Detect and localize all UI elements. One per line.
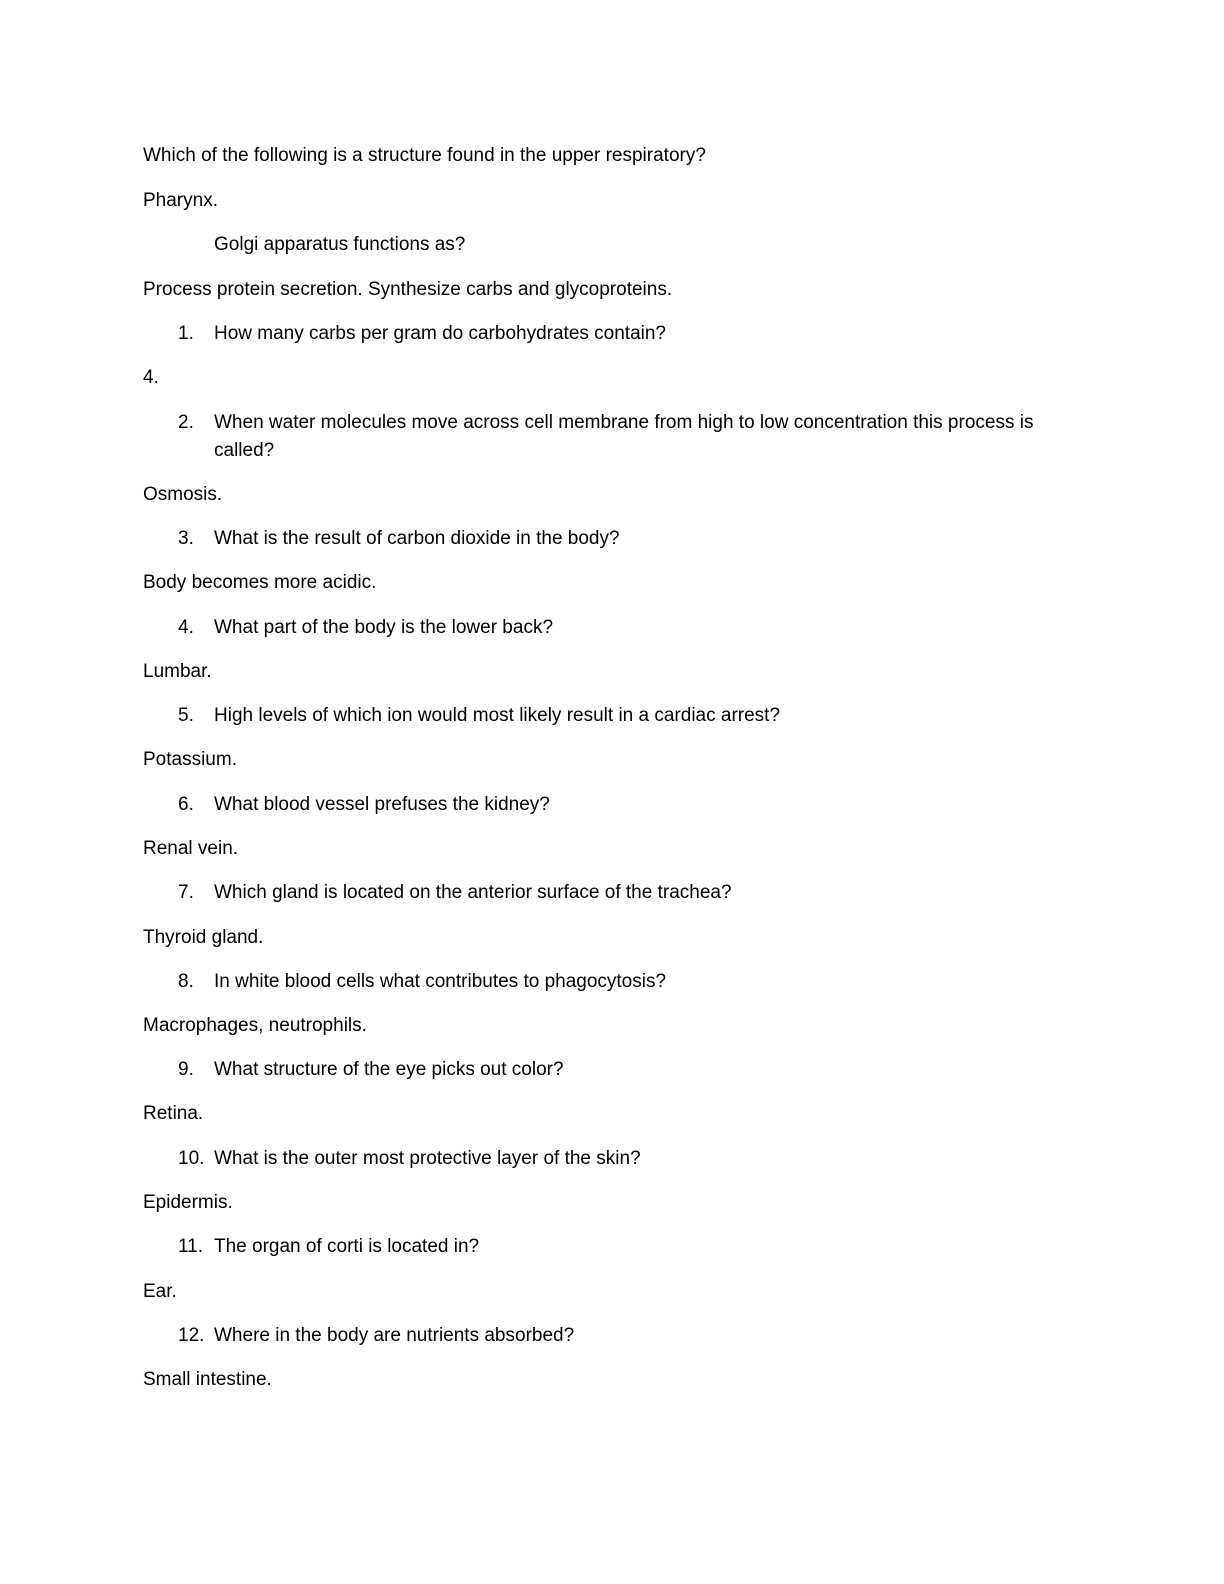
item-question: How many carbs per gram do carbohydrates contain?	[214, 323, 667, 344]
item-answer: Renal vein.	[143, 838, 239, 859]
item-question: Which gland is located on the anterior surface of the trachea?	[214, 882, 732, 903]
item-answer: Thyroid gland.	[143, 927, 264, 948]
item-answer: Macrophages, neutrophils.	[143, 1015, 367, 1036]
item-answer: Retina.	[143, 1103, 204, 1124]
intro-answer: Pharynx.	[143, 190, 218, 211]
item-answer: Epidermis.	[143, 1192, 233, 1213]
item-number: 11.	[178, 1236, 204, 1257]
item-number: 9.	[178, 1059, 194, 1080]
golgi-answer: Process protein secretion. Synthesize carbs and glycoproteins.	[143, 279, 673, 300]
item-number: 5.	[178, 705, 194, 726]
item-number: 10.	[178, 1148, 205, 1169]
item-number: 4.	[178, 617, 194, 638]
item-number: 3.	[178, 528, 194, 549]
item-answer: 4.	[143, 367, 159, 388]
item-number: 6.	[178, 794, 194, 815]
item-question: The organ of corti is located in?	[214, 1236, 480, 1257]
item-answer: Ear.	[143, 1281, 177, 1302]
item-answer: Lumbar.	[143, 661, 212, 682]
item-number: 1.	[178, 323, 194, 344]
intro-question: Which of the following is a structure found in the upper respiratory?	[143, 145, 706, 166]
item-question: What is the result of carbon dioxide in the body?	[214, 528, 620, 549]
item-answer: Osmosis.	[143, 484, 223, 505]
item-question: Where in the body are nutrients absorbed?	[214, 1325, 575, 1346]
item-question: What part of the body is the lower back?	[214, 617, 554, 638]
item-question: High levels of which ion would most likely result in a cardiac arrest?	[214, 705, 781, 726]
golgi-question: Golgi apparatus functions as?	[214, 234, 466, 255]
item-question: When water molecules move across cell membrane from high to low concentration this process is called?	[214, 412, 1034, 461]
item-question: In white blood cells what contributes to phagocytosis?	[214, 971, 667, 992]
item-answer: Small intestine.	[143, 1369, 272, 1390]
item-number: 8.	[178, 971, 194, 992]
item-number: 7.	[178, 882, 194, 903]
item-question: What blood vessel prefuses the kidney?	[214, 794, 550, 815]
item-answer: Potassium.	[143, 749, 237, 770]
item-answer: Body becomes more acidic.	[143, 572, 377, 593]
item-number: 12.	[178, 1325, 205, 1346]
item-number: 2.	[178, 412, 194, 433]
item-question: What is the outer most protective layer of the skin?	[214, 1148, 641, 1169]
item-question: What structure of the eye picks out color?	[214, 1059, 564, 1080]
